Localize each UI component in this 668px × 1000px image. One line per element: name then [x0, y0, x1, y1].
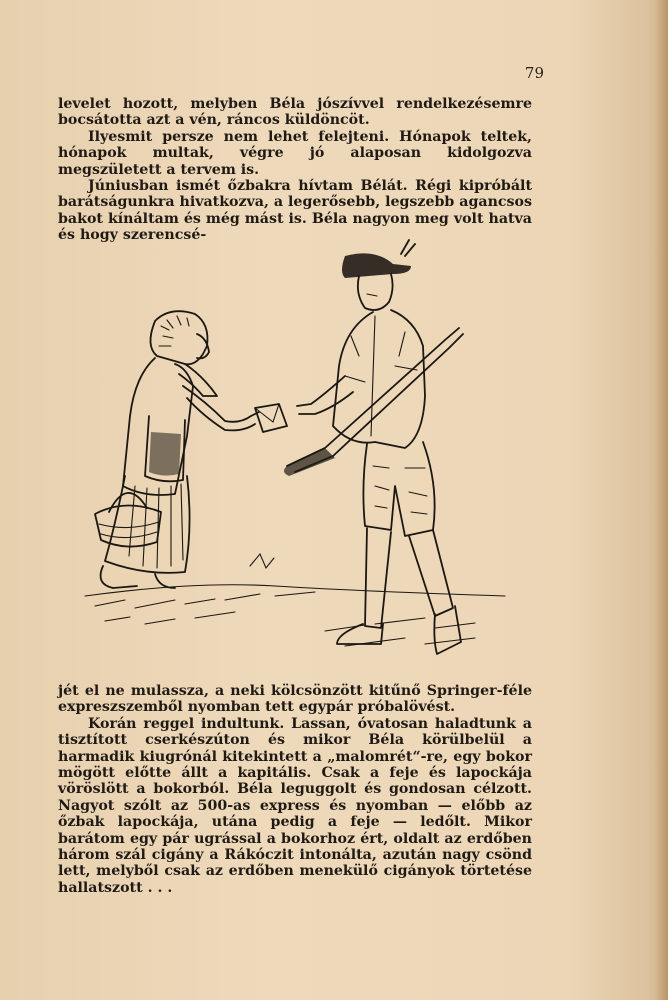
- illustration: [75, 236, 535, 666]
- paragraph: Korán reggel indultunk. Lassan, óvatosan haladtunk a tisztított cserkészúton és mikor Béla körülbelül a harmadik kiugrónál kitekintett a „malomrét“-re, egy bokor mögött előtte állt a kapitális. Csak a feje és lapockája vöröslött a bokorból. Béla leguggolt és gondosan célzott. Nagyot szólt az 500-as express és nyomban — előbb az őzbak lapockája, utána pedig a feje — ledőlt. Mikor barátom egy pár ugrással a bokorhoz ért, oldalt az erdőben három szál cigány a Rákóczit intonálta, azután nagy csönd lett, melyből csak az erdőben menekülő cigányok törtetése hallatszott . . .: [58, 715, 532, 896]
- page-number: 79: [524, 64, 544, 82]
- paragraph: Ilyesmit persze nem lehet felejteni. Hónapok teltek, hónapok multak, végre jó alaposan kidolgozva megszületett a tervem is.: [58, 128, 532, 178]
- text-block-top: [58, 96, 532, 244]
- paragraph: jét el ne mulassza, a neki kölcsönzött kitűnő Springer-féle expreszszemből nyomban tett egypár próbalövést.: [58, 683, 532, 716]
- paragraph: Júniusban ismét őzbakra hívtam Bélát. Régi kipróbált barátságunkra hivatkozva, a legerősebb, legszebb agancsos bakot kínáltam és még mást is. Béla nagyon meg volt hatva és hogy szerencsé-: [58, 178, 532, 244]
- old-woman-handing-letter-to-hunter-drawing-icon: [75, 236, 535, 666]
- old-woman-figure: [95, 311, 287, 588]
- text-block-bottom: [58, 683, 532, 896]
- page-edge: [654, 0, 668, 1000]
- paragraph: levelet hozott, melyben Béla jószívvel rendelkezésemre bocsátotta azt a vén, ráncos küldöncöt.: [58, 96, 532, 129]
